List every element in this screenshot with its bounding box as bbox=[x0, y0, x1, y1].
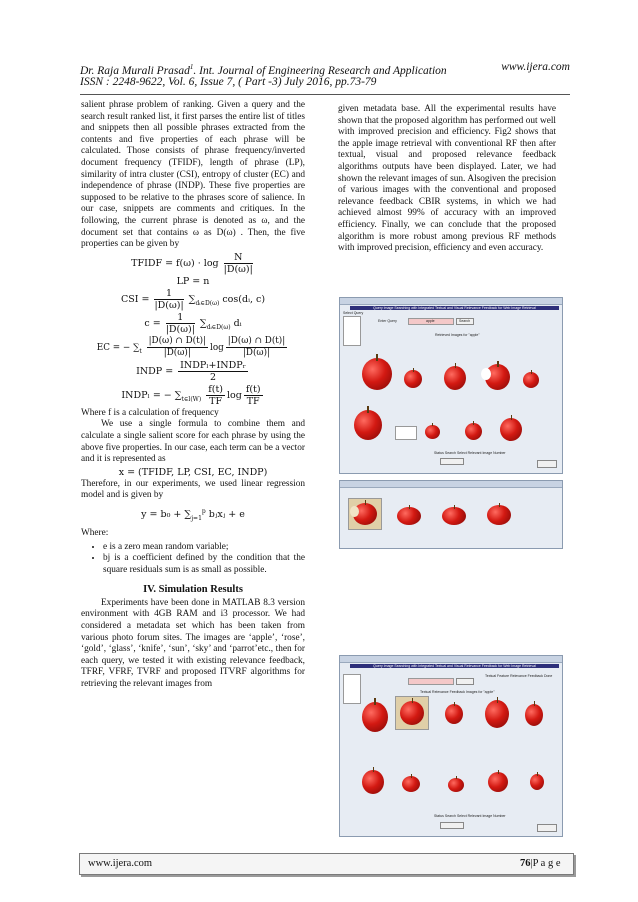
apple-image-5[interactable] bbox=[523, 372, 539, 388]
right-column bbox=[338, 104, 556, 255]
fig1-select-label: Select Query bbox=[343, 311, 364, 315]
apple-image-2[interactable] bbox=[404, 370, 422, 388]
selected-image-3[interactable] bbox=[442, 507, 466, 525]
figure-relevant-selection bbox=[339, 480, 563, 549]
feedback-image-2[interactable] bbox=[395, 696, 429, 730]
fig3-query-input[interactable] bbox=[408, 678, 454, 685]
eq-x: x = (TFIDF, LP, CSI, EC, INDP) bbox=[118, 466, 268, 478]
apple-image-7[interactable] bbox=[395, 426, 417, 440]
bullet-1: • e is a zero mean random variable; bbox=[103, 542, 305, 554]
apple-image-3[interactable] bbox=[444, 366, 466, 390]
eq-indp: INDP = $\frac{\text{INDPₗ+INDPᵣ}}{2}$ bbox=[136, 359, 246, 383]
section-heading: IV. Simulation Results bbox=[143, 584, 243, 596]
left-bullets bbox=[81, 542, 305, 577]
fig1-search-label: Search bbox=[459, 319, 471, 323]
eq-indpl: INDPₗ = − $\sum_{t\in l(W)}$ $\frac{f(t)}{TF}$ log $\frac{f(t)}{TF}$ bbox=[121, 383, 261, 407]
feedback-image-4[interactable] bbox=[485, 700, 509, 728]
fig3-banner: Query Image Searching with Integrated Textual and Visual Relevance Feedback for Web Image Retrieval bbox=[350, 664, 559, 668]
feedback-image-8[interactable] bbox=[448, 778, 464, 792]
bullet-2: • bj is a coefficient defined by the condition that the square residuals sum is as small as possible. bbox=[103, 553, 305, 576]
fig1-banner: Query Image Searching with Integrated Textual and Visual Relevance Feedback for Web Image Retrieval bbox=[350, 306, 559, 310]
left-column bbox=[81, 100, 305, 691]
left-where: Where: bbox=[81, 527, 109, 538]
header-site: www.ijera.com bbox=[501, 61, 570, 73]
footer-site: www.ijera.com bbox=[88, 858, 153, 869]
fig1-query-value: apple bbox=[426, 319, 435, 323]
apple-image-1[interactable] bbox=[362, 358, 392, 390]
fig1-enter-label: Enter Query bbox=[378, 319, 397, 323]
fig3-option: Textual Feature Relevance Feedback Done bbox=[485, 674, 553, 678]
fig3-query-list[interactable] bbox=[343, 674, 361, 704]
figure-textual-feedback bbox=[339, 655, 563, 837]
left-paragraph-3: We use a single formula to combine them and calculate a single salient score for each phrase by using the above five properties. In our case, each term can be a vector and it is represented as bbox=[81, 419, 305, 465]
fig1-retrieved-caption: Retrieved Images for "apple" bbox=[435, 333, 480, 337]
header-citation: Dr. Raja Murali Prasad$^1$. Int. Journal of Engineering Research and Application bbox=[80, 63, 447, 77]
left-paragraph-5: Experiments have been done in MATLAB 8.3 version environment with 4GB RAM and i3 processor. We had considered a metadata set which has been taken from various photo forum sites. The images are ‘apple’, ‘rose’, ‘gold’, ‘glass’, ‘knife’, ‘sun’, ‘sky’ and ‘parrot’etc., then for each query, we tested it with existing relevance feedback, TFRF, VFRF, TVRF and proposed ITVRF algorithms for retrieving the relevant images from bbox=[81, 597, 305, 690]
right-paragraph-1: given metadata base. All the experimental results have shown that the proposed algorithm has performed out well with improved precision and efficiency. Fig2 shows that the apple image retrieval with conventional RF then after textual, visual and proposed relevance feedback algorithms outputs have been displayed. Later, we had shown the relevant images of sun. Alsogiven the precision of various images with the conventional and proposed relevance feedback CBIR systems, in which we had achieved almost 99% of accuracy with an improved efficiency. Finally, we can conclude that the proposed algorithm is more robust among previous RF methods with improved precision, efficiency and even accuracy. bbox=[338, 104, 556, 254]
fig3-search-button[interactable] bbox=[456, 678, 474, 685]
apple-image-8[interactable] bbox=[425, 425, 440, 439]
apple-image-4[interactable] bbox=[485, 364, 510, 390]
eq-lp: LP = n bbox=[176, 275, 210, 287]
apple-image-6[interactable] bbox=[354, 410, 382, 440]
eq-ec: EC = − $\sum_t$ $\frac{|D(\omega) \cap D(t)|}{|D(\omega)|}$ log $\frac{|D(\omega) \cap D(t)|}{|D(\omega)|}$ bbox=[96, 335, 286, 358]
feedback-image-1[interactable] bbox=[362, 702, 388, 732]
feedback-image-6[interactable] bbox=[362, 770, 384, 794]
selected-image-4[interactable] bbox=[487, 505, 511, 525]
apple-image-9[interactable] bbox=[465, 423, 482, 440]
feedback-image-7[interactable] bbox=[402, 776, 420, 792]
page-footer bbox=[79, 853, 574, 875]
fig3-status: Status Search Select Relevant Image Number bbox=[434, 814, 506, 818]
figure-apple-retrieval bbox=[339, 297, 563, 474]
header-issn: ISSN : 2248-9622, Vol. 6, Issue 7, ( Part -3) July 2016, pp.73-79 bbox=[80, 76, 377, 88]
header-rule bbox=[80, 94, 570, 95]
feedback-image-3[interactable] bbox=[445, 704, 463, 724]
eq-c: c = $\frac{1}{|D(\omega)|}$ $\sum_{dᵢ\in D(\omega)}$ dᵢ bbox=[144, 311, 242, 335]
feedback-image-10[interactable] bbox=[530, 774, 544, 790]
fig3-reset-button[interactable] bbox=[537, 824, 557, 832]
left-paragraph-4: Therefore, in our experiments, we used linear regression model and is given by bbox=[81, 478, 305, 501]
selected-image-2[interactable] bbox=[397, 507, 421, 525]
eq-tfidf: TFIDF = f(ω) · log $\frac{N}{|D(\omega)|}$ bbox=[131, 251, 253, 275]
fig1-reset-button[interactable] bbox=[537, 460, 557, 468]
feedback-image-9[interactable] bbox=[488, 772, 508, 792]
feedback-image-5[interactable] bbox=[525, 704, 543, 726]
fig1-number-select[interactable] bbox=[440, 458, 464, 465]
fig3-feedback-caption: Textual Relevance Feedback Images for "apple" bbox=[420, 690, 495, 694]
selected-image-1[interactable] bbox=[348, 498, 382, 530]
footer-page: 76|P a g e bbox=[520, 858, 561, 869]
fig1-query-list[interactable] bbox=[343, 316, 361, 346]
left-paragraph-2: Where f is a calculation of frequency bbox=[81, 407, 219, 418]
eq-csi: CSI = $\frac{1}{|D(\omega)|}$ $\sum_{dᵢ\in D(\omega)}$ cos(dᵢ, c) bbox=[120, 287, 266, 311]
fig3-number-select[interactable] bbox=[440, 822, 464, 829]
eq-regression: $y = b_0 + \sum_{j=1}^p$ bⱼxⱼ + e bbox=[141, 507, 245, 522]
left-paragraph-1: salient phrase problem of ranking. Given a query and the search result ranked list, it first parses the entire list of titles and snippets then all possible phrases extracted from the contents and five properties of each phrase will be calculated. Those consists of phrase frequency/inverted document frequency (TFIDF), length of phrase (LP), similarity of intra cluster (CSI), entropy of cluster (EC) and independence of phrase (INDP). These five properties are supposed to be relative to the phrases score of salience. In our case, snippets are comments and critiques. In the following, the current phrase is denoted as ω, and the document set that contains ω as D(ω) . Then, the five properties can be given by bbox=[81, 100, 305, 250]
fig1-status: Status Search Select Relevant Image Number bbox=[434, 451, 506, 455]
apple-image-10[interactable] bbox=[500, 418, 522, 441]
